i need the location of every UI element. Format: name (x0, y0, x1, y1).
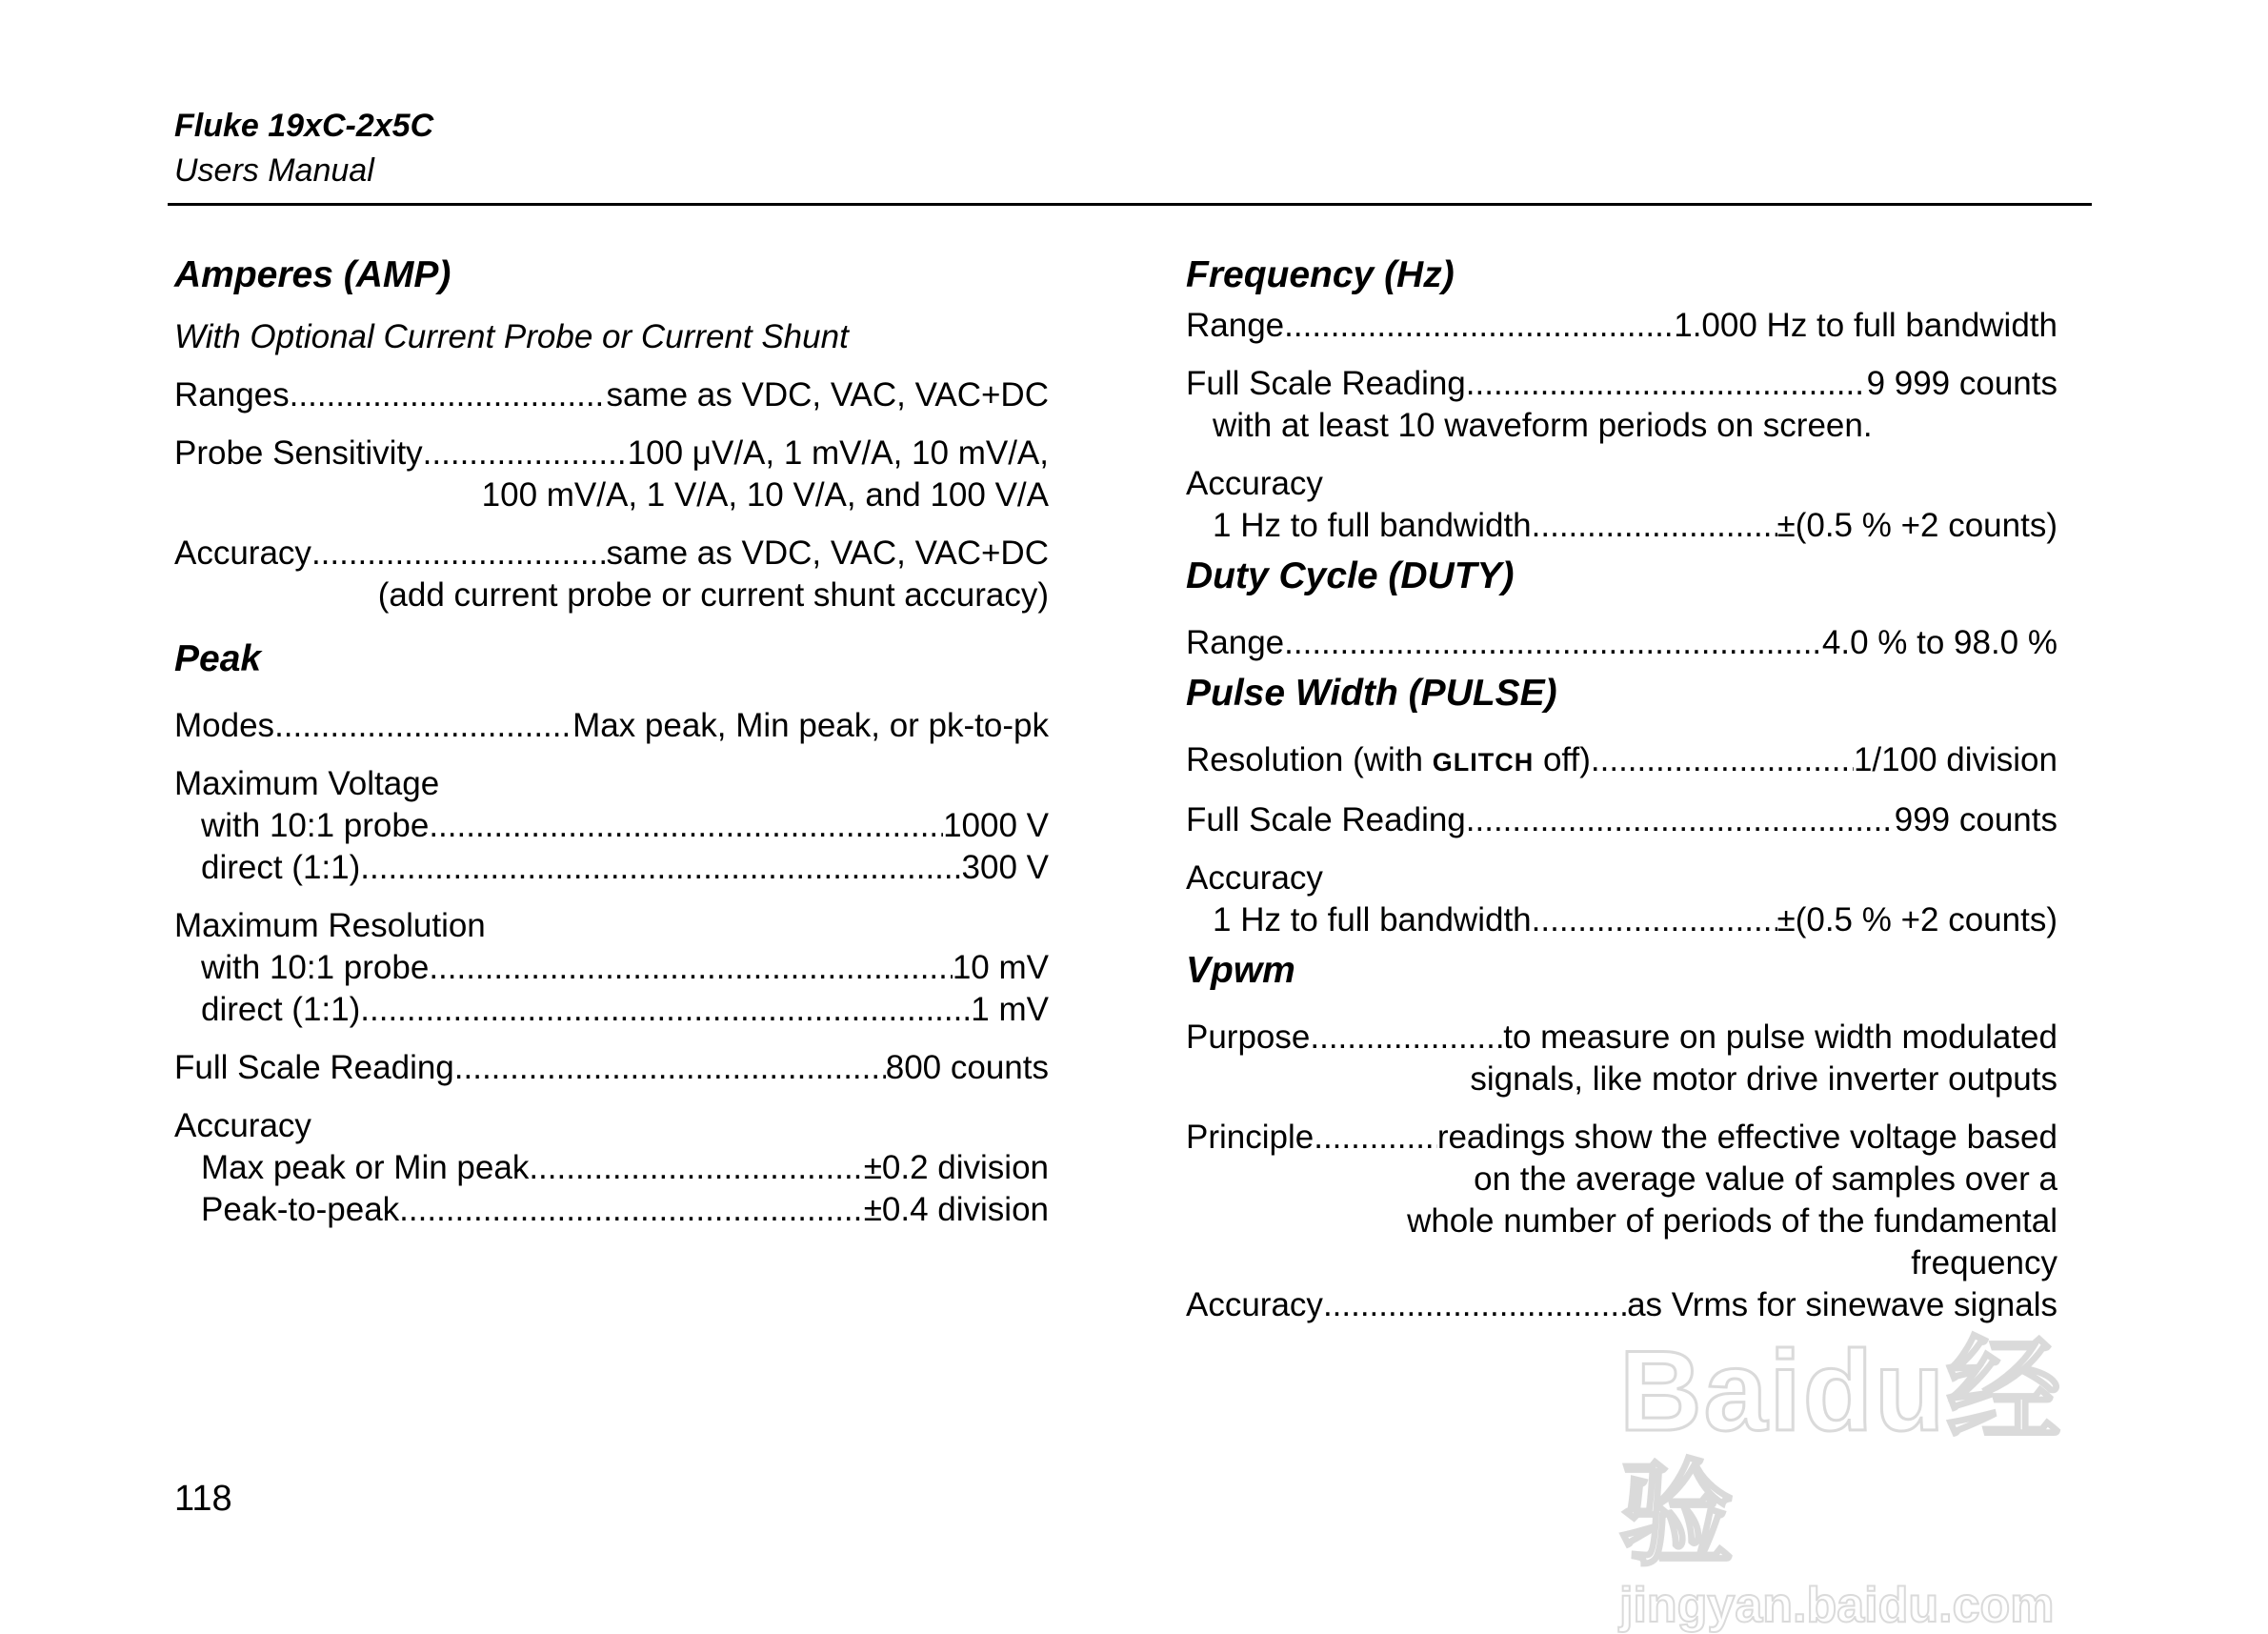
spec-value: ±(0.5 % +2 counts) (1776, 507, 2057, 544)
section-title-duty-cycle: Duty Cycle (DUTY) (1186, 555, 1515, 596)
product-title: Fluke 19xC-2x5C (174, 108, 434, 144)
spec-value: 999 counts (1894, 801, 2057, 838)
section-title-frequency: Frequency (Hz) (1186, 254, 1455, 295)
spec-value: ±(0.5 % +2 counts) (1776, 901, 2057, 938)
section-duty-cycle (1186, 547, 2057, 664)
spec-label: direct (1:1) (201, 849, 361, 886)
amperes-subtitle: With Optional Current Probe or Current Shunt (174, 318, 849, 355)
spec-label: Purpose (1186, 1019, 1311, 1056)
section-title-vpwm: Vpwm (1186, 950, 1295, 991)
spec-accuracy (1186, 463, 2057, 547)
spec-maximum-voltage (174, 763, 1049, 889)
spec-label: Peak-to-peak (201, 1191, 400, 1228)
spec-label: Probe Sensitivity (174, 434, 423, 472)
spec-resolution (1186, 739, 2057, 783)
spec-range (1186, 622, 2057, 664)
page-number: 118 (174, 1479, 232, 1519)
spec-value-continued: whole number of periods of the fundamental (1407, 1202, 2057, 1240)
spec-label: with 10:1 probe (201, 949, 430, 986)
section-vpwm (1186, 941, 2057, 1326)
spec-label: Maximum Resolution (174, 907, 486, 944)
spec-label: Ranges (174, 376, 290, 414)
spec-value-continued: 100 mV/A, 1 V/A, 10 V/A, and 100 V/A (481, 476, 1049, 514)
spec-label: 1 Hz to full bandwidth (1213, 901, 1532, 938)
spec-value: 100 μV/A, 1 mV/A, 10 mV/A, (627, 434, 1049, 472)
spec-label: 1 Hz to full bandwidth (1213, 507, 1532, 544)
spec-label (1186, 739, 1591, 783)
spec-accuracy (1186, 1284, 2057, 1326)
section-title-pulse-width: Pulse Width (PULSE) (1186, 673, 1557, 714)
spec-value: readings show the effective voltage based (1436, 1119, 2057, 1156)
spec-full-scale-reading (1186, 363, 2057, 447)
watermark-url: jingyan.baidu.com (1619, 1578, 2055, 1633)
spec-value: 1.000 Hz to full bandwidth (1674, 307, 2057, 344)
spec-label: Full Scale Reading (1186, 365, 1466, 402)
spec-value-continued: frequency (1911, 1244, 2057, 1281)
spec-value: 1/100 division (1853, 741, 2057, 778)
right-column (1186, 246, 2057, 1326)
spec-modes (174, 705, 1049, 747)
spec-probe-sensitivity (174, 433, 1049, 516)
spec-ranges (174, 374, 1049, 416)
glitch-key-label: GLITCH (1432, 748, 1535, 777)
spec-label-text: Resolution (with (1186, 741, 1423, 778)
spec-value: to measure on pulse width modulated (1503, 1019, 2057, 1056)
spec-peak-accuracy (174, 1105, 1049, 1231)
spec-value: 4.0 % to 98.0 % (1821, 624, 2057, 661)
spec-label: Modes (174, 707, 275, 744)
watermark-logo: Baidu经验 (1619, 1327, 2063, 1579)
header-rule (168, 203, 2092, 206)
spec-value: 9 999 counts (1866, 365, 2057, 402)
spec-label: Accuracy (174, 1107, 311, 1144)
document-title: Users Manual (174, 152, 374, 189)
spec-label: Principle (1186, 1119, 1315, 1156)
spec-label: Full Scale Reading (1186, 801, 1466, 838)
spec-label: Range (1186, 624, 1285, 661)
section-pulse-width (1186, 664, 2057, 941)
spec-value-continued: with at least 10 waveform periods on screen. (1213, 407, 1873, 444)
spec-label: Accuracy (1186, 859, 1323, 897)
spec-value: Max peak, Min peak, or pk-to-pk (572, 707, 1049, 744)
spec-value: same as VDC, VAC, VAC+DC (606, 376, 1049, 414)
spec-value: 300 V (961, 849, 1049, 886)
spec-value: ±0.2 division (863, 1149, 1049, 1186)
spec-purpose (1186, 1017, 2057, 1100)
spec-value: as Vrms for sinewave signals (1627, 1286, 2057, 1323)
baidu-watermark (1619, 1327, 2153, 1633)
spec-value: same as VDC, VAC, VAC+DC (606, 535, 1049, 572)
spec-range (1186, 305, 2057, 347)
page-header (174, 103, 433, 192)
spec-label: Range (1186, 307, 1285, 344)
spec-value: 800 counts (885, 1049, 1049, 1086)
spec-label: Accuracy (1186, 1286, 1323, 1323)
spec-label: direct (1:1) (201, 991, 361, 1028)
spec-value: 1000 V (943, 807, 1049, 844)
spec-value-continued: (add current probe or current shunt accuracy) (377, 576, 1049, 614)
section-peak (174, 630, 1049, 1231)
spec-principle (1186, 1117, 2057, 1284)
spec-value: 10 mV (952, 949, 1049, 986)
section-title-amperes: Amperes (AMP) (174, 254, 452, 295)
section-frequency (1186, 246, 2057, 547)
left-column (174, 246, 1049, 1231)
section-amperes (174, 246, 1049, 616)
spec-accuracy (174, 533, 1049, 616)
spec-value: ±0.4 division (863, 1191, 1049, 1228)
spec-label: Maximum Voltage (174, 765, 440, 802)
spec-label: Max peak or Min peak (201, 1149, 530, 1186)
spec-label: with 10:1 probe (201, 807, 430, 844)
section-title-peak: Peak (174, 638, 262, 679)
spec-value-continued: on the average value of samples over a (1474, 1160, 2057, 1198)
spec-label: Accuracy (1186, 465, 1323, 502)
spec-label: Accuracy (174, 535, 311, 572)
spec-label-text: off) (1542, 741, 1591, 778)
spec-label: Full Scale Reading (174, 1049, 454, 1086)
spec-value-continued: signals, like motor drive inverter outputs (1470, 1060, 2057, 1098)
spec-full-scale-reading (1186, 799, 2057, 841)
spec-full-scale-reading (174, 1047, 1049, 1089)
spec-accuracy (1186, 857, 2057, 941)
spec-maximum-resolution (174, 905, 1049, 1031)
spec-value: 1 mV (971, 991, 1049, 1028)
